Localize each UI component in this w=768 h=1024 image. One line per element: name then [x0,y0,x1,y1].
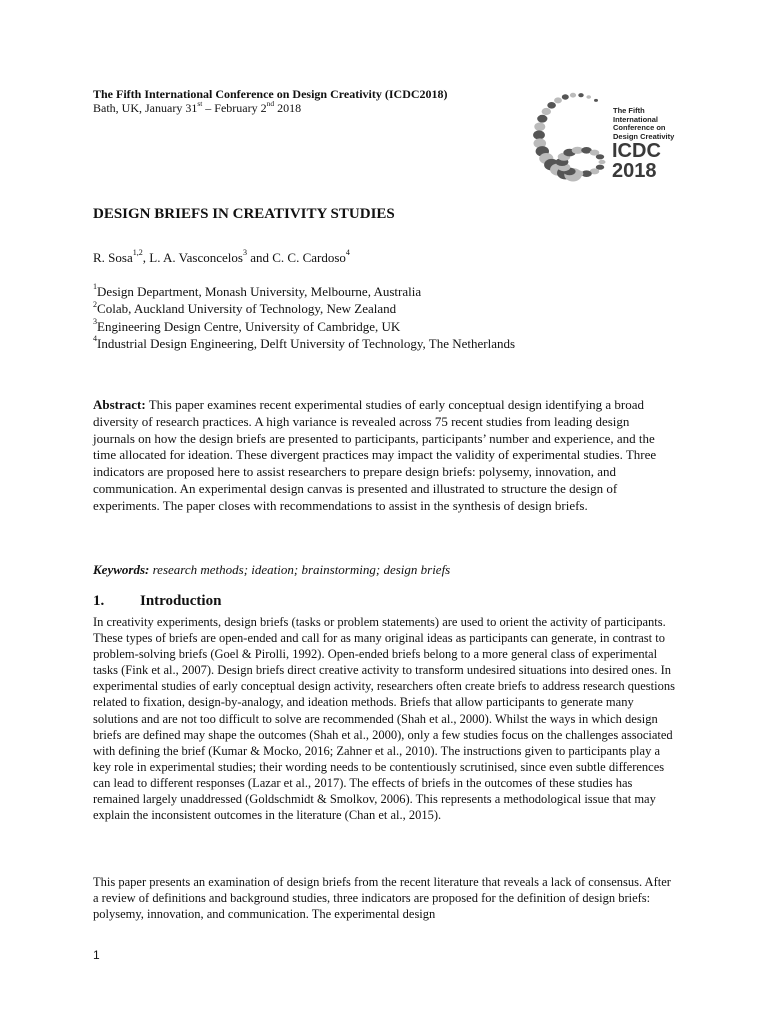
page-number: 1 [93,948,100,962]
keywords [93,562,450,578]
logo-dot [533,130,545,139]
logo-dot [562,94,569,99]
affiliations [93,283,533,352]
logo-dot [599,160,606,164]
author-sup: 3 [242,248,247,258]
logo-dot [537,115,547,123]
logo-dot [534,122,545,131]
abstract-text: This paper examines recent experimental studies of early conceptual design identifying a broad diversity of research practices. A high variance is revealed across 75 recent studies from leading design journals on how the design briefs are presented to participants, participants’ number and experience, and the time allocated for ideation. These divergent practices may impact the validity of experimental studies. Three indicators are proposed here to assist researchers to prepare design briefs: polysemy, innovation, and communication. An experimental design canvas is presented and illustrated to structure the design of experiments. The paper closes with recommendations to assist in the synthesis of design briefs. [93,397,657,513]
place-sup: st [197,98,203,108]
body-paragraph: This paper presents an examination of design briefs from the recent literature that reveals a lack of consensus. After a review of definitions and background studies, three indicators are proposed for the definition of design briefs: polysemy, innovation, and communication. The experimental design [93,875,671,922]
logo-caption-line: Conference on [613,123,666,132]
abstract-label: Abstract: [93,397,146,412]
author: R. Sosa [93,250,133,265]
place-text: Bath, UK, January 31 [93,101,198,115]
place-sup: nd [266,98,275,108]
author-list [93,250,350,266]
keywords-text: research methods; ideation; brainstorming; design briefs [149,562,451,577]
author-sup: 1,2 [132,248,143,258]
logo-dot [554,97,562,103]
abstract [93,397,673,515]
logo-dot [586,95,591,99]
conference-location-date [93,98,302,116]
affiliation [93,335,533,352]
place-text: – February 2 [202,101,267,115]
logo-wordmark-line: 2018 [612,160,657,182]
logo-caption [613,107,674,141]
logo-caption-line: Design Creativity [613,131,675,141]
logo-dot [570,93,576,98]
affiliation-text: Industrial Design Engineering, Delft University of Technology, The Netherlands [97,335,516,351]
logo-caption-line: International [613,114,659,124]
affiliation-sup: 1 [93,282,98,292]
body-paragraph: In creativity experiments, design briefs (tasks or problem statements) are used to orient the activity of participants. These types of briefs are open-ended and call for as many original ideas as participants can generate, in contrast to problem-solving briefs (Goel & Pirolli, 1992). Open-ended briefs belong to a more general class of experimental tasks (Fink et al., 2007). Design briefs direct creative activity to transform undesired situations into desired ones. In experimental studies of early conceptual design activity, researchers often create briefs to address research questions related to fixation, design-by-analogy, and ideation methods. Briefs that allow participants to generate many solutions and are not too difficult to solve are recommended (Shah et al., 2000). Whilst the ways in which design briefs are defined may shape the outcomes (Shah et al., 2000), only a few studies focus on the challenges associated with defining the brief (Kumar & Mocko, 2016; Zahner et al., 2010). The instructions given to participants play a key role in experimental studies; their wording needs to be contentiously scrutinised, since even subtle differences can lead to different responses (Lazar et al., 2017). The effects of briefs in the outcomes of these studies has remained largely unaddressed (Goldschmidt & Smolkov, 2006). This represents a methodological issue that may explain the inconsistent outcomes in the literature (Chan et al., 2015). [93,615,675,823]
section-heading [93,593,221,610]
affiliation [93,300,533,317]
section-title: Introduction [140,593,222,609]
affiliation-text: Colab, Auckland University of Technology, New Zealand [97,301,397,317]
affiliation [93,283,533,300]
author: , L. A. Vasconcelos [142,250,243,265]
affiliation-sup: 4 [93,334,98,344]
affiliation-sup: 2 [93,299,98,309]
keywords-label: Keywords: [93,562,150,577]
logo-wordmark-line: ICDC [612,140,661,162]
logo-caption-line: The Fifth [613,106,645,115]
paper-title: DESIGN BRIEFS IN CREATIVITY STUDIES [93,206,395,222]
affiliation [93,318,533,335]
author: and C. C. Cardoso [246,250,346,265]
logo-dot [578,93,583,97]
logo-wordmark [612,141,661,181]
affiliation-text: Engineering Design Centre, University of Cambridge, UK [97,318,401,334]
logo-dot [547,102,556,109]
logo-dot [542,108,551,115]
place-text: 2018 [274,101,302,115]
logo-dot [596,154,604,159]
logo-dot [594,99,598,102]
section-number: 1. [93,593,105,609]
affiliation-sup: 3 [93,317,98,327]
affiliation-text: Design Department, Monash University, Melbourne, Australia [97,284,422,299]
author-sup: 4 [345,248,350,258]
conference-title: The Fifth International Conference on Design Creativity (ICDC2018) [93,87,448,101]
